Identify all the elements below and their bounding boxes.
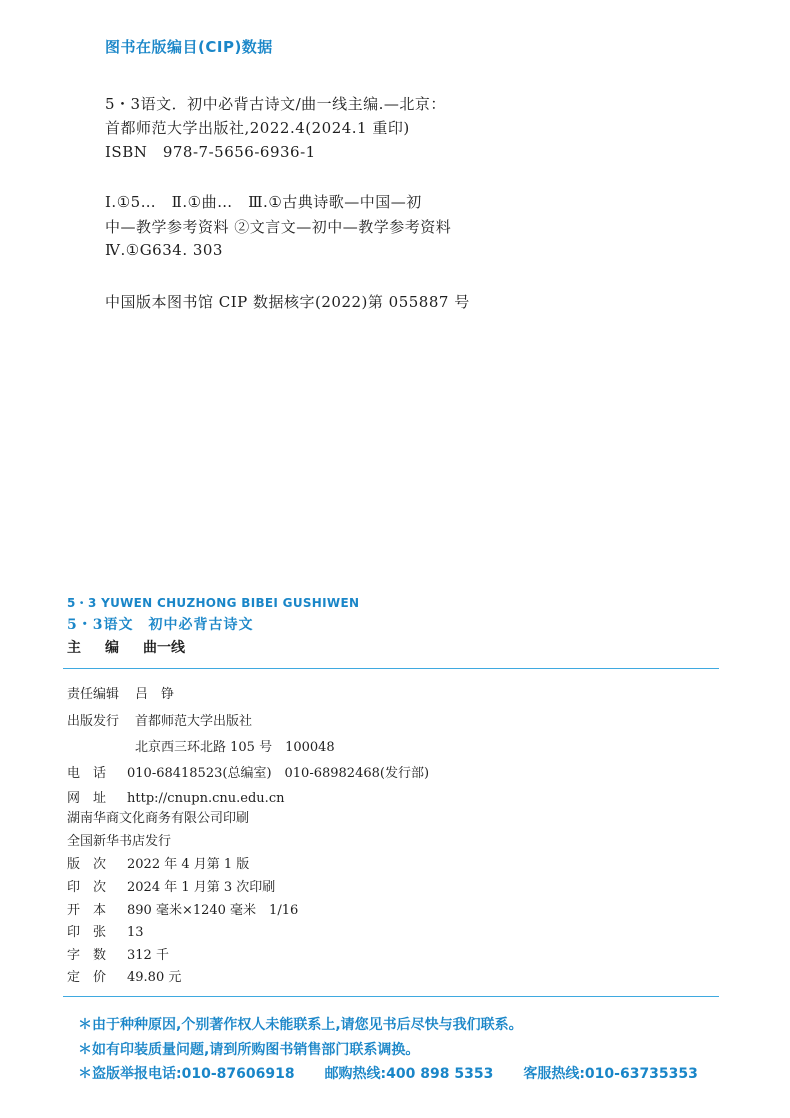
responsible-editor-value: 吕 铮 <box>135 687 175 702</box>
phone-value: 010-68418523(总编室) 010-68982468(发行部) <box>127 766 430 781</box>
piracy-report-phone: ＊盗版举报电话:010-87606918 <box>78 1066 295 1082</box>
price-row <box>67 966 181 985</box>
edition-row <box>67 853 249 872</box>
printing-label: 印 次 <box>67 880 107 895</box>
chief-editor-name: 曲一线 <box>143 640 185 656</box>
phone-label: 电 话 <box>67 766 107 781</box>
notice-copyright: ＊由于种种原因,个别著作权人未能联系上,请您见书后尽快与我们联系。 <box>78 1017 523 1033</box>
cip-line-class-3: Ⅳ.①G634. 303 <box>105 241 223 259</box>
price-label: 定 价 <box>67 970 107 985</box>
cip-heading: 图书在版编目(CIP)数据 <box>105 38 273 56</box>
distributor-row: 全国新华书店发行 <box>67 834 172 849</box>
divider-bottom <box>63 996 719 997</box>
cip-line-class-1: Ⅰ.①5… Ⅱ.①曲… Ⅲ.①古典诗歌—中国—初 <box>105 193 422 211</box>
sheets-row <box>67 921 144 940</box>
website-value: http://cnupn.cnu.edu.cn <box>127 791 285 806</box>
cip-line-class-2: 中—教学参考资料 ②文言文—初中—教学参考资料 <box>105 218 452 236</box>
edition-value: 2022 年 4 月第 1 版 <box>127 857 250 872</box>
address-row: 北京西三环北路 105 号 100048 <box>135 740 335 755</box>
word-count-value: 312 千 <box>127 948 169 963</box>
publisher-value: 首都师范大学出版社 <box>135 714 253 729</box>
price-value: 49.80 元 <box>127 970 182 985</box>
cip-line-title: 5・3语文．初中必背古诗文/曲一线主编.—北京： <box>105 95 446 113</box>
notice-quality: ＊如有印装质量问题,请到所购图书销售部门联系调换。 <box>78 1042 420 1058</box>
responsible-editor-row <box>67 683 174 702</box>
website-row <box>67 787 284 806</box>
mail-order-hotline: 邮购热线:400 898 5353 <box>324 1066 494 1082</box>
format-row <box>67 899 298 918</box>
customer-service-hotline: 客服热线:010-63735353 <box>523 1066 698 1082</box>
book-title-chinese: 5・3语文 初中必背古诗文 <box>67 617 254 633</box>
book-title-english: 5・3 YUWEN CHUZHONG BIBEI GUSHIWEN <box>67 596 360 610</box>
printing-row <box>67 876 275 895</box>
edition-label: 版 次 <box>67 857 107 872</box>
phone-row <box>67 762 429 781</box>
format-value: 890 毫米×1240 毫米 1/16 <box>127 903 299 918</box>
printing-value: 2024 年 1 月第 3 次印刷 <box>127 880 276 895</box>
word-count-row <box>67 944 169 963</box>
cip-line-record-number: 中国版本图书馆 CIP 数据核字(2022)第 055887 号 <box>105 293 470 311</box>
responsible-editor-label: 责任编辑 <box>67 687 120 702</box>
word-count-label: 字 数 <box>67 948 107 963</box>
divider-top <box>63 668 719 669</box>
sheets-label: 印 张 <box>67 925 107 940</box>
printer-row: 湖南华商文化商务有限公司印刷 <box>67 811 250 826</box>
publisher-label: 出版发行 <box>67 714 120 729</box>
cip-line-publisher: 首都师范大学出版社,2022.4(2024.1 重印) <box>105 119 410 137</box>
publisher-row <box>67 710 252 729</box>
chief-editor-line <box>67 637 185 657</box>
notice-hotlines <box>78 1063 698 1083</box>
website-label: 网 址 <box>67 791 107 806</box>
cip-line-isbn: ISBN 978-7-5656-6936-1 <box>105 143 316 161</box>
format-label: 开 本 <box>67 903 107 918</box>
chief-editor-label: 主编 <box>67 640 143 656</box>
sheets-value: 13 <box>127 925 144 940</box>
